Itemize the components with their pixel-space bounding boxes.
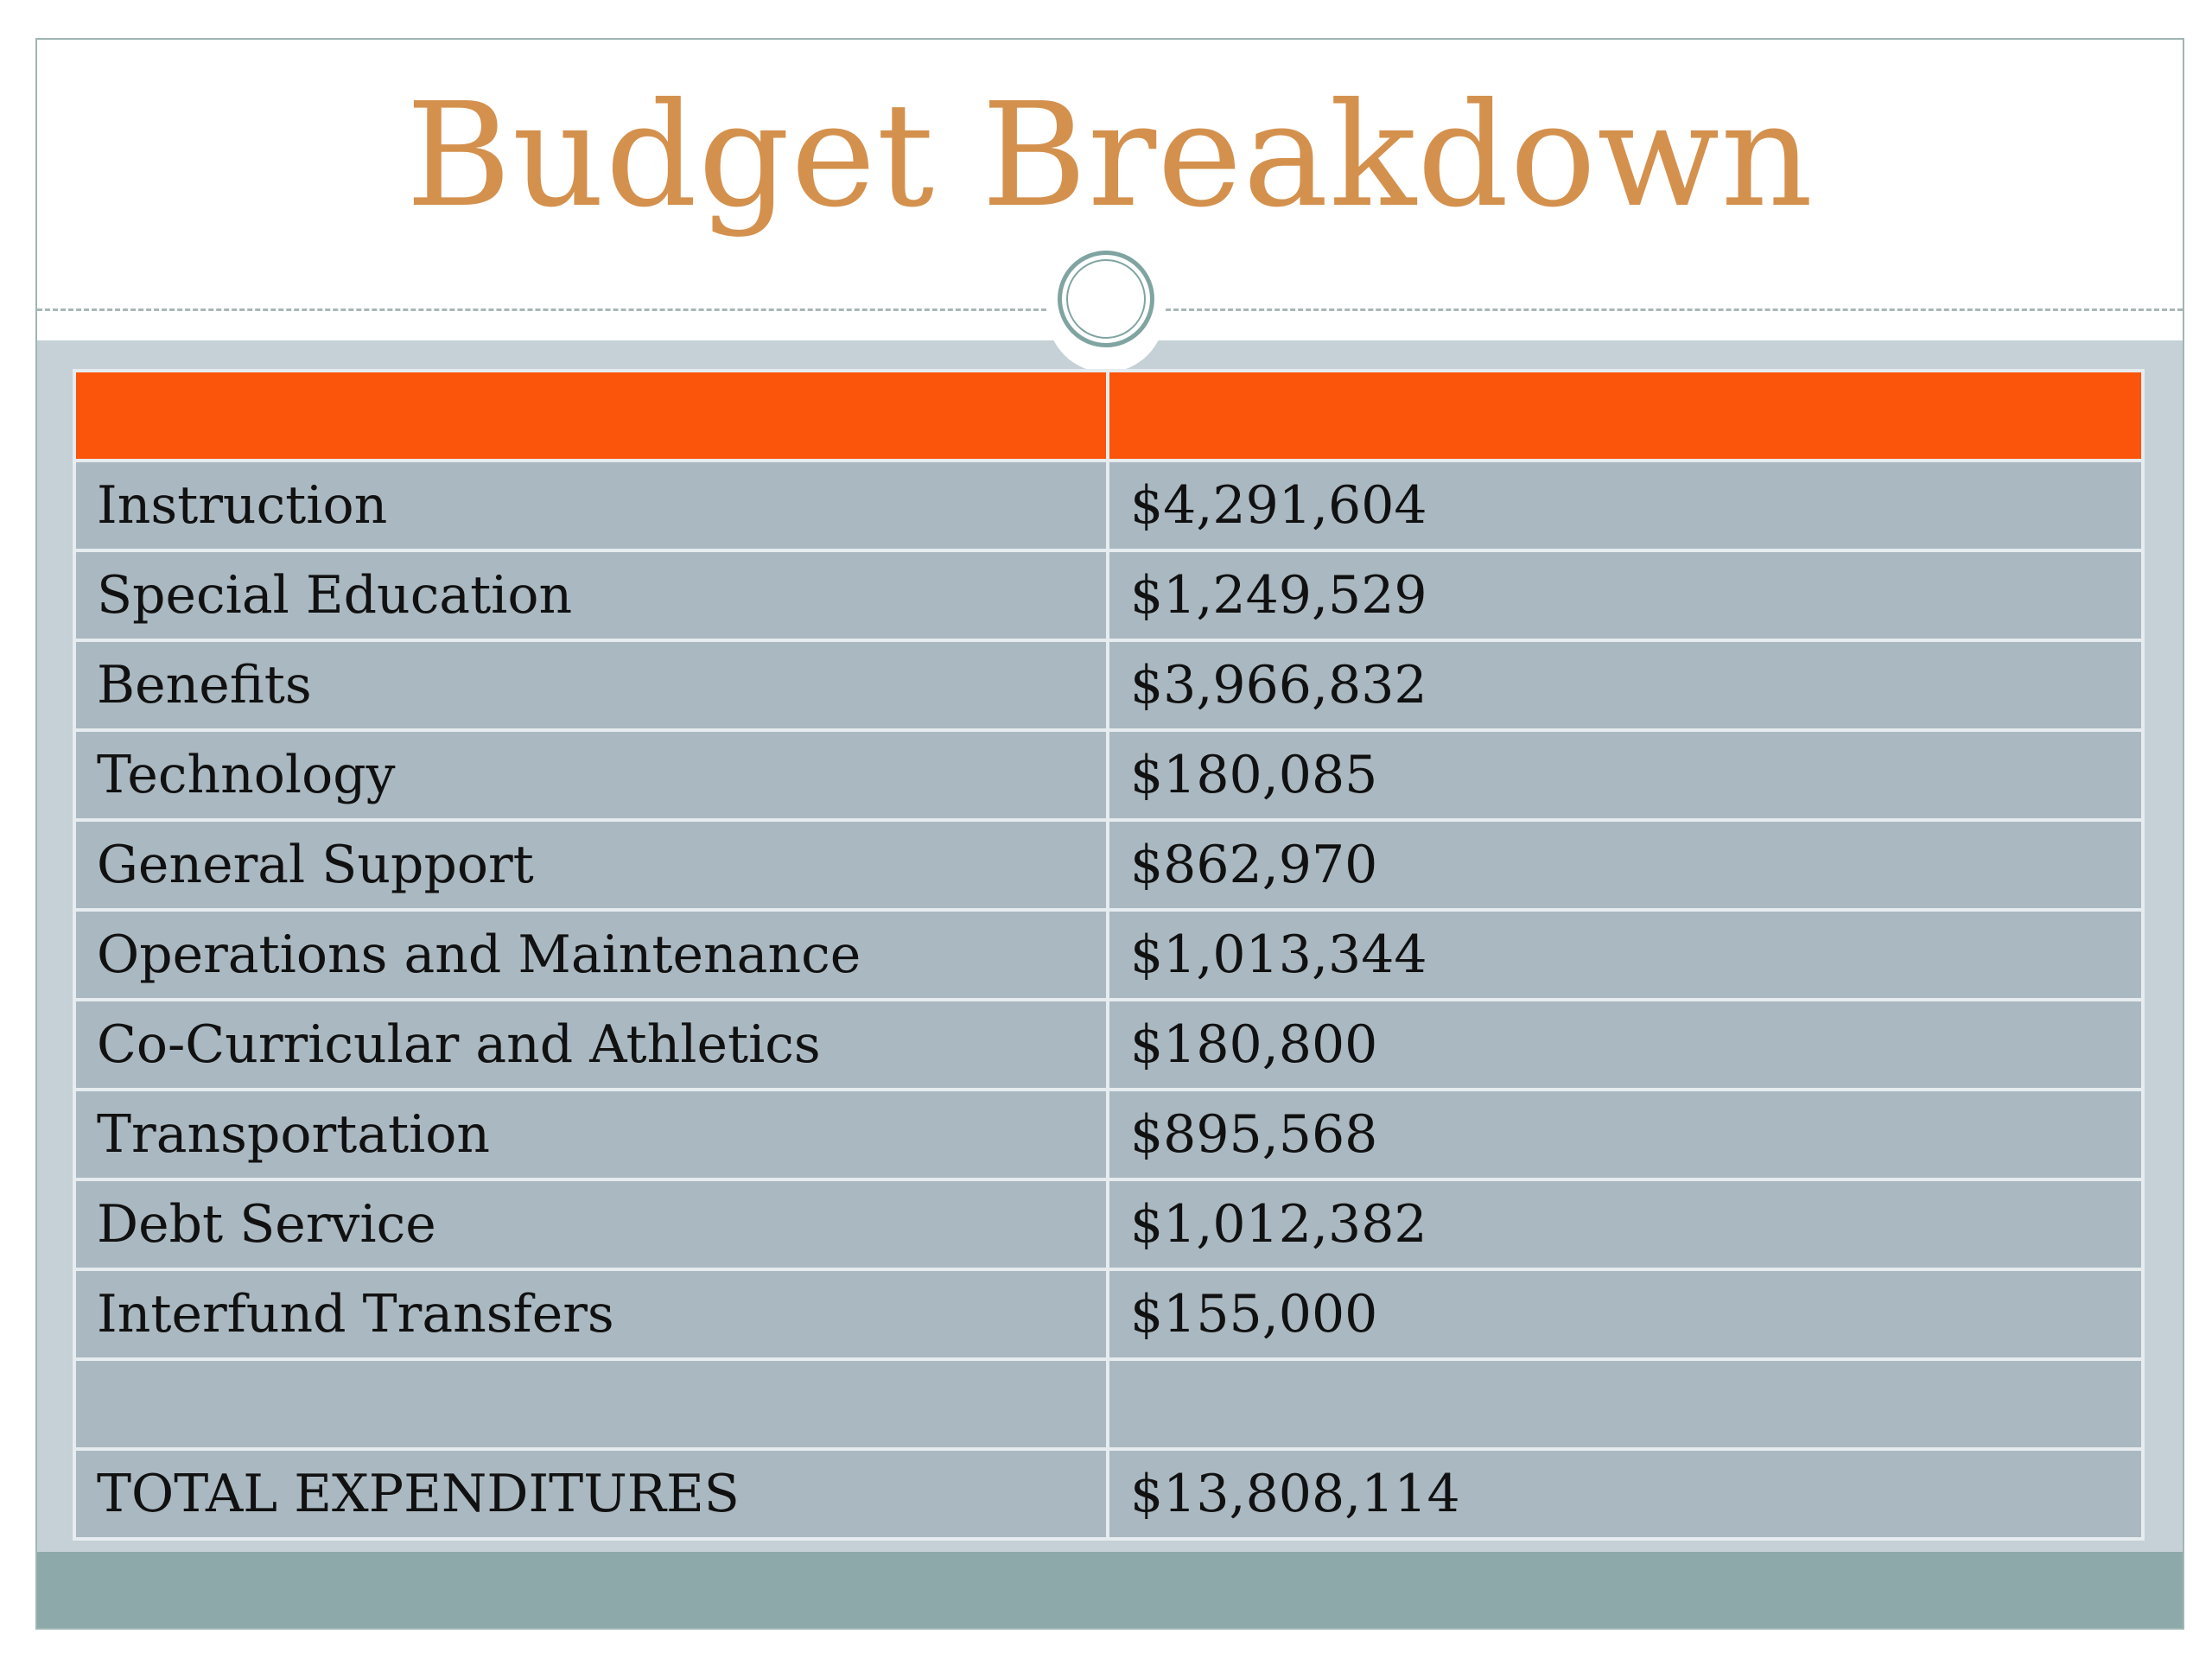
row-amount: $155,000 [1108, 1269, 2143, 1359]
row-category: Debt Service [74, 1179, 1108, 1269]
row-amount: $3,966,832 [1108, 640, 2143, 730]
row-category: Co-Curricular and Athletics [74, 1000, 1108, 1090]
row-category: Benefits [74, 640, 1108, 730]
row-category: Special Education [74, 550, 1108, 640]
row-amount: $895,568 [1108, 1090, 2143, 1179]
table-row [74, 1179, 2143, 1269]
divider-ring-icon [1058, 251, 1154, 347]
row-amount: $1,012,382 [1108, 1179, 2143, 1269]
row-category: Interfund Transfers [74, 1269, 1108, 1359]
table-row [74, 461, 2143, 550]
row-category: Technology [74, 730, 1108, 820]
table-row-empty [74, 1359, 2143, 1449]
row-amount: $180,800 [1108, 1000, 2143, 1090]
table-row [74, 550, 2143, 640]
footer-bar [37, 1552, 2183, 1628]
table-row [74, 910, 2143, 1000]
table-row [74, 1090, 2143, 1179]
table-row-total [74, 1449, 2143, 1539]
table-row [74, 1269, 2143, 1359]
total-amount: $13,808,114 [1108, 1449, 2143, 1539]
row-amount: $1,249,529 [1108, 550, 2143, 640]
row-amount [1108, 1359, 2143, 1449]
row-category [74, 1359, 1108, 1449]
header-cell-amount [1108, 371, 2143, 461]
table-row [74, 640, 2143, 730]
slide-title: Budget Breakdown [405, 73, 1815, 239]
row-amount: $180,085 [1108, 730, 2143, 820]
row-amount: $862,970 [1108, 820, 2143, 910]
row-category: Operations and Maintenance [74, 910, 1108, 1000]
row-amount: $1,013,344 [1108, 910, 2143, 1000]
row-category: General Support [74, 820, 1108, 910]
total-label: TOTAL EXPENDITURES [74, 1449, 1108, 1539]
row-category: Instruction [74, 461, 1108, 550]
header-cell-category [74, 371, 1108, 461]
table-header-row [74, 371, 2143, 461]
slide-frame [35, 38, 2184, 1630]
budget-table [73, 369, 2145, 1541]
table-row [74, 1000, 2143, 1090]
table-row [74, 820, 2143, 910]
row-category: Transportation [74, 1090, 1108, 1179]
row-amount: $4,291,604 [1108, 461, 2143, 550]
table-row [74, 730, 2143, 820]
